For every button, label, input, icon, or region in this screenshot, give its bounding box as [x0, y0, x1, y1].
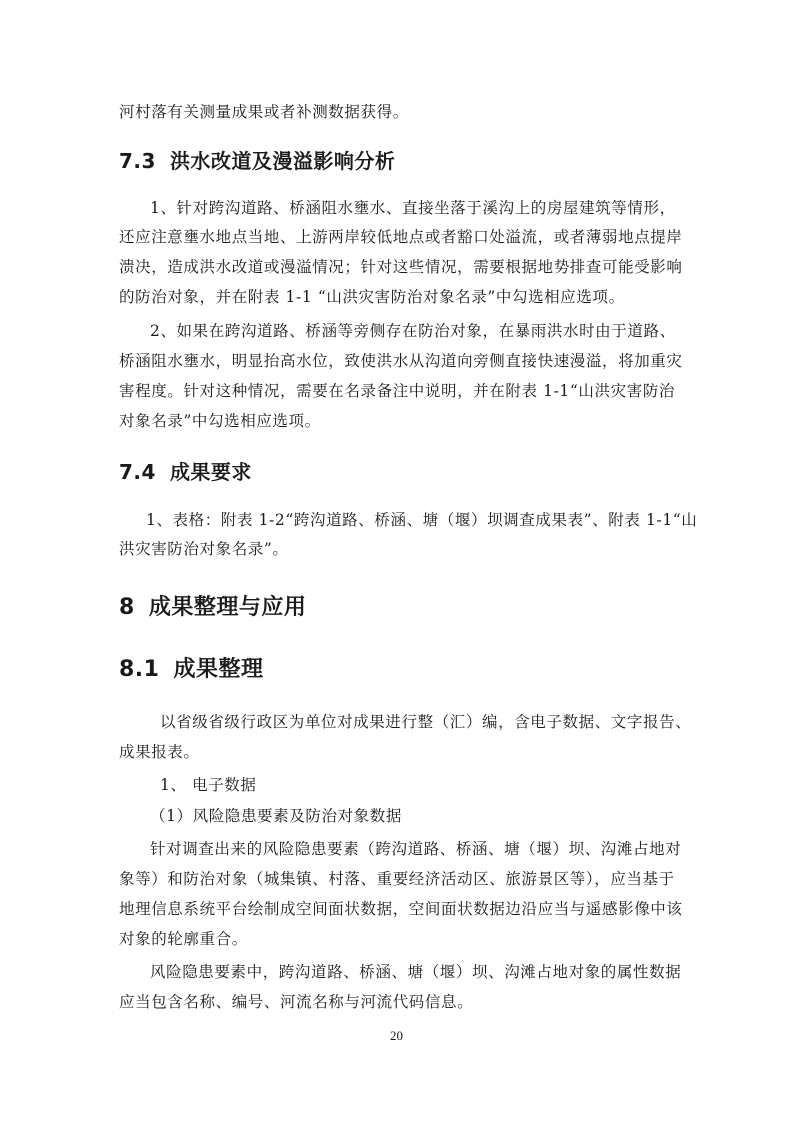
section-number: 8.1: [119, 657, 160, 682]
body-line: 桥涵阻水壅水，明显抬高水位，致使洪水从沟道向旁侧直接快速漫溢，将加重灾: [119, 352, 683, 370]
section-number: 7.3: [119, 149, 156, 173]
body-line: 溃决，造成洪水改道或漫溢情况；针对这些情况，需要根据地势排查可能受影响: [119, 258, 683, 276]
body-line: 害程度。针对这种情况，需要在名录备注中说明，并在附表 1-1“山洪灾害防治: [119, 382, 676, 400]
body-line: 应当包含名称、编号、河流名称与河流代码信息。: [119, 993, 474, 1011]
body-line: 2、如果在跨沟道路、桥涵等旁侧存在防治对象，在暴雨洪水时由于道路、: [150, 322, 676, 340]
section-heading-8-1: [119, 656, 264, 684]
body-line: 针对调查出来的风险隐患要素（跨沟道路、桥涵、塘（堰）坝、沟滩占地对: [150, 840, 682, 858]
body-line: （1）风险隐患要素及防治对象数据: [150, 807, 402, 825]
section-number: 7.4: [119, 460, 156, 484]
body-line: 象等）和防治对象（城集镇、村落、重要经济活动区、旅游景区等），应当基于: [119, 870, 675, 888]
body-line: 以省级省级行政区为单位对成果进行整（汇）编，含电子数据、文字报告、: [160, 713, 692, 731]
body-line: 成果报表。: [119, 743, 200, 761]
section-heading-7-3: [119, 148, 395, 174]
body-line: 的防治对象，并在附表 1-1 “山洪灾害防治对象名录”中勾选相应选项。: [119, 288, 625, 306]
chapter-number: 8: [119, 595, 135, 620]
page-number: 20: [390, 1028, 403, 1043]
section-heading-7-4: [119, 459, 252, 485]
chapter-heading-8: [119, 594, 306, 622]
body-line: 1、针对跨沟道路、桥涵阻水壅水、直接坐落于溪沟上的房屋建筑等情形，: [150, 199, 676, 217]
section-title: 成果整理: [173, 657, 264, 682]
body-line: 对象的轮廓重合。: [119, 930, 248, 948]
chapter-title: 成果整理与应用: [148, 595, 307, 620]
body-line: 1、表格：附表 1-2“跨沟道路、桥涵、塘（堰）坝调查成果表”、附表 1-1“山: [146, 511, 698, 529]
body-line: 河村落有关测量成果或者补测数据获得。: [119, 103, 409, 121]
body-line: 洪灾害防治对象名录”。: [119, 540, 289, 558]
body-line: 1、 电子数据: [160, 776, 257, 794]
body-line: 还应注意壅水地点当地、上游两岸较低地点或者豁口处溢流，或者薄弱地点提岸: [119, 228, 683, 246]
body-line: 风险隐患要素中，跨沟道路、桥涵、塘（堰）坝、沟滩占地对象的属性数据: [150, 963, 682, 981]
section-title: 洪水改道及漫溢影响分析: [169, 149, 396, 173]
section-title: 成果要求: [169, 460, 252, 484]
body-line: 地理信息系统平台绘制成空间面状数据，空间面状数据边沿应当与遥感影像中该: [119, 900, 683, 918]
body-line: 对象名录”中勾选相应选项。: [119, 412, 321, 430]
